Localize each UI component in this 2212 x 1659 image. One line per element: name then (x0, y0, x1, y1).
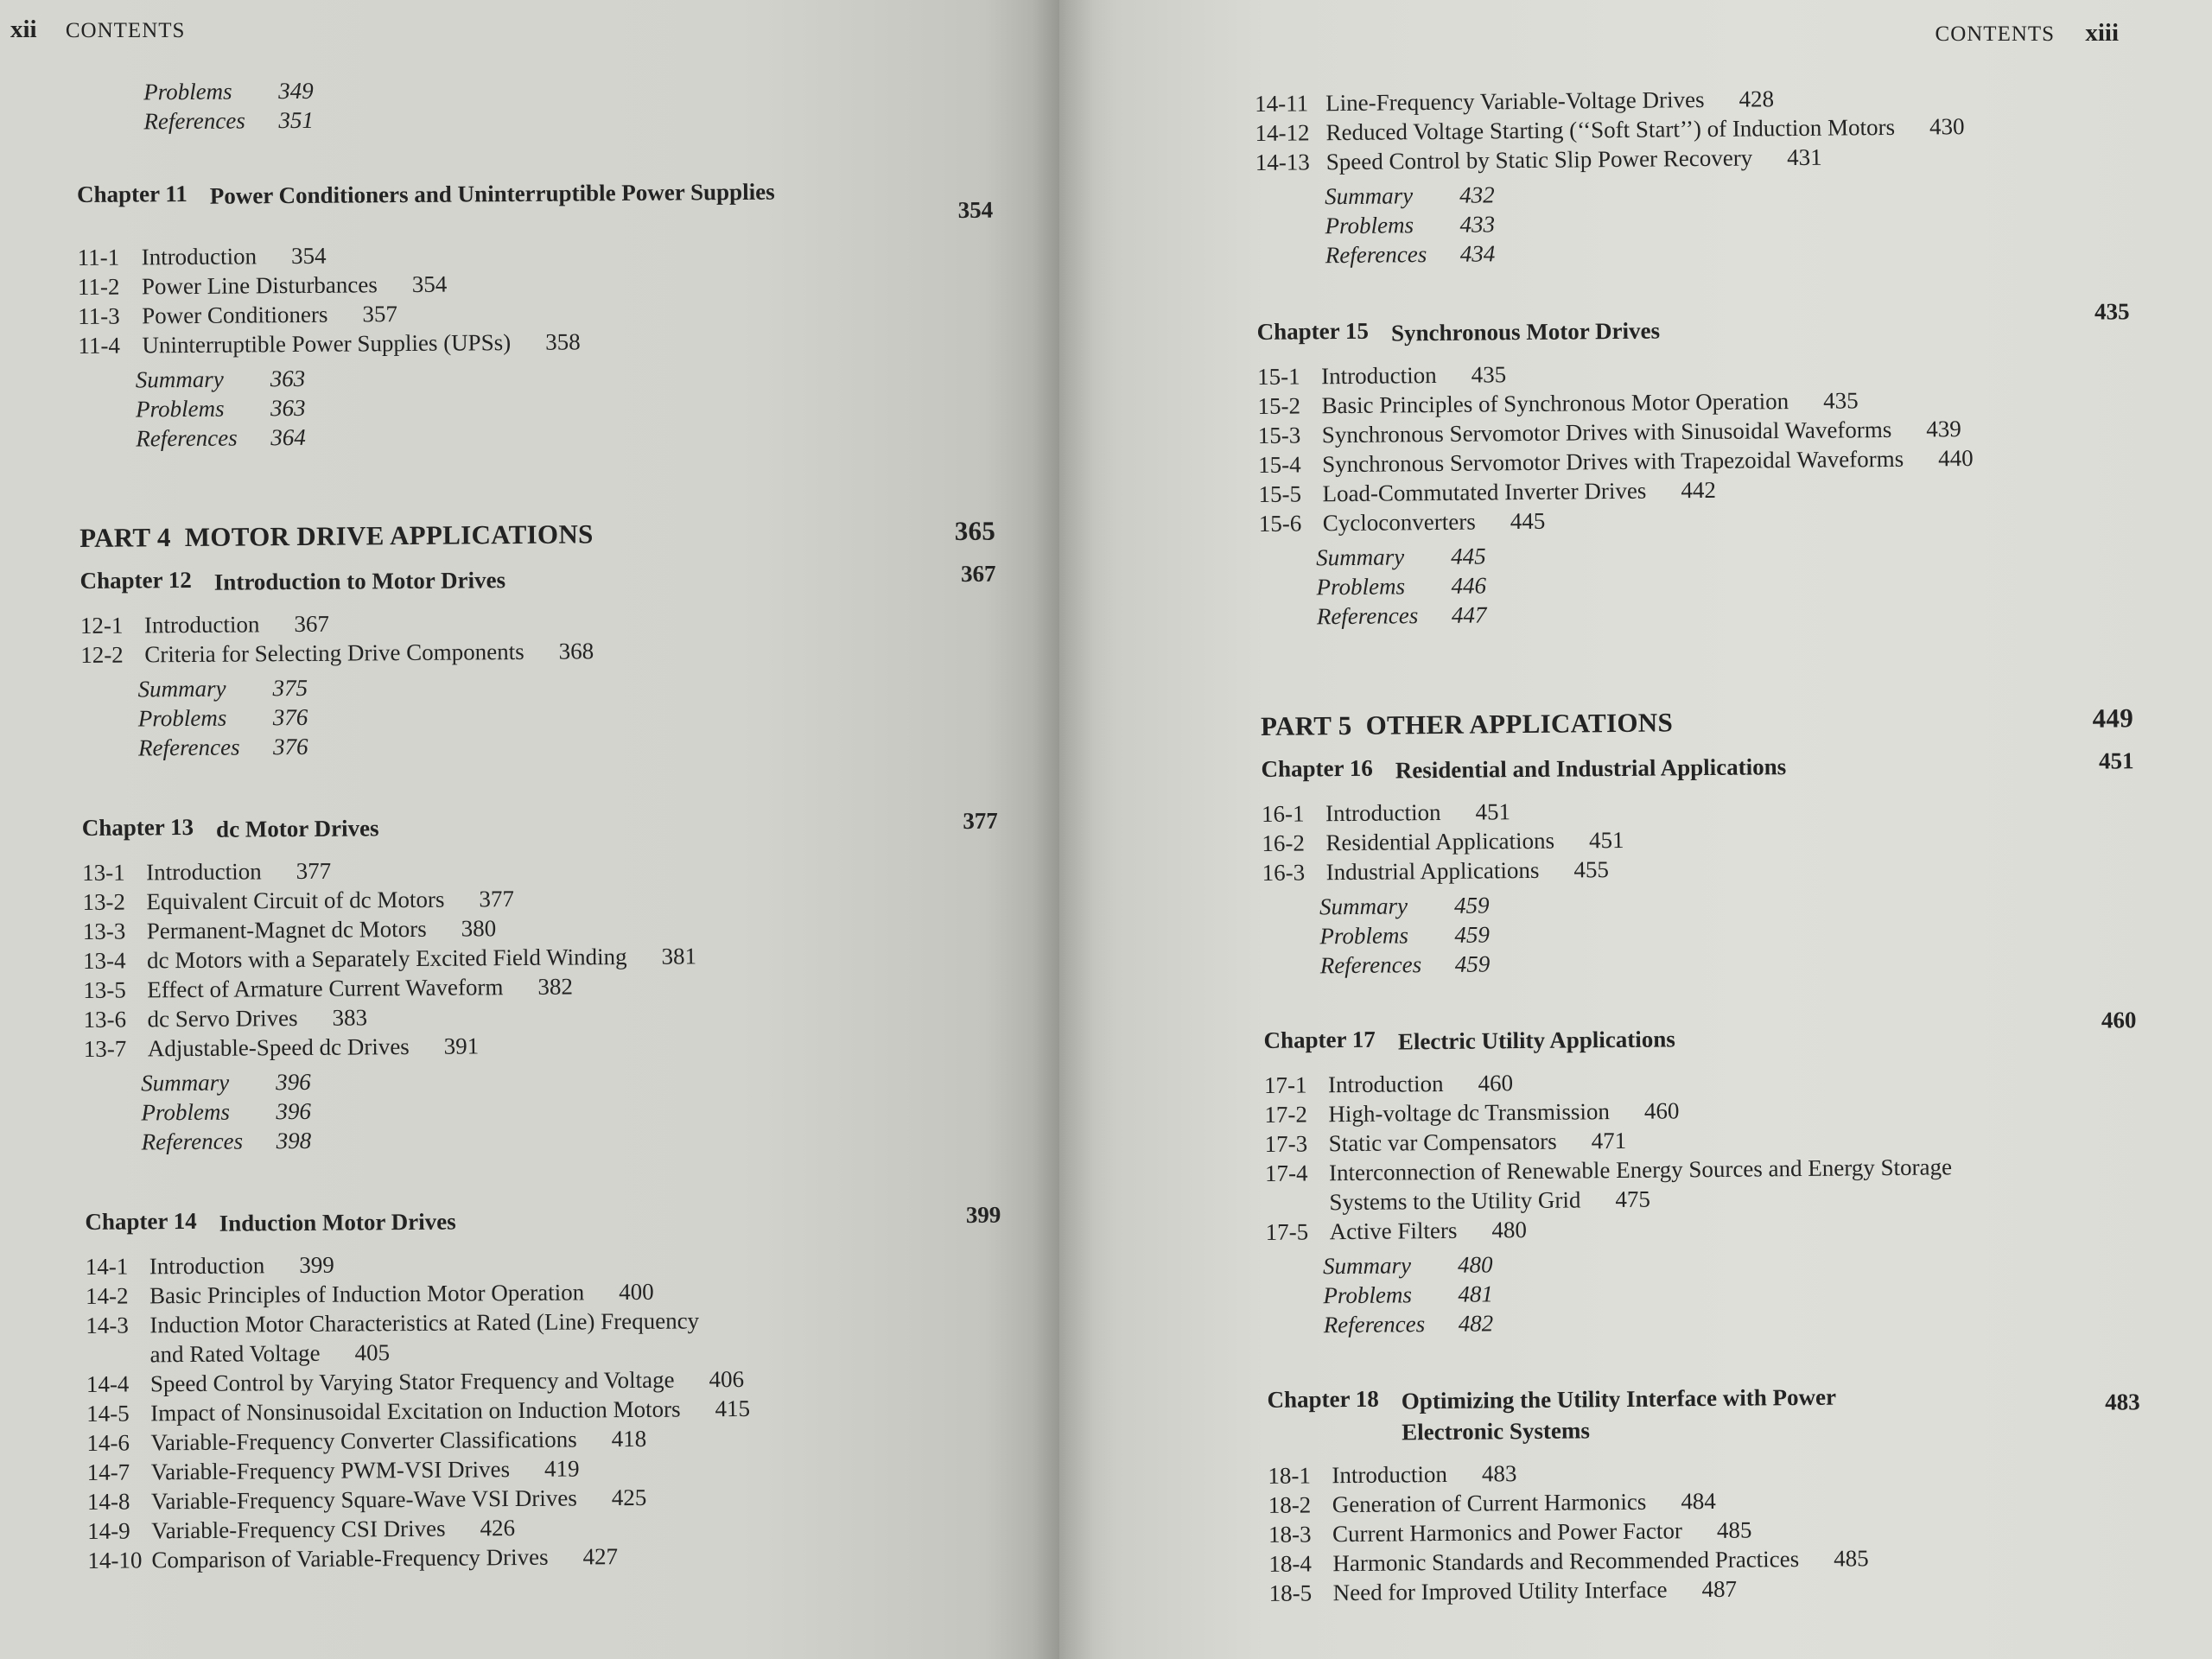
backmatter-item[interactable] (142, 1121, 1001, 1157)
backmatter-page: 445 (1451, 543, 1486, 569)
section-title: Generation of Current Harmonics (1332, 1488, 1647, 1518)
chapter-block (1261, 747, 2135, 981)
section-title: Introduction (146, 858, 262, 886)
running-head-right (1936, 19, 2119, 48)
backmatter-page: 481 (1458, 1281, 1494, 1307)
part-heading[interactable] (1261, 702, 2133, 742)
chapter-title: Electric Utility Applications (1397, 1026, 1675, 1055)
section-title: Power Conditioners (142, 301, 328, 329)
section-page: 435 (1471, 361, 1507, 388)
backmatter-list (136, 359, 995, 454)
chapter-page: 435 (2094, 298, 2130, 325)
section-page: 380 (461, 915, 497, 942)
backmatter-label: Problems (141, 1098, 231, 1126)
section-title: Active Filters (1329, 1217, 1458, 1245)
backmatter-page: 376 (272, 733, 308, 760)
section-title: Impact of Nonsinusoidal Excitation on Induction Motors (150, 1395, 681, 1427)
section-number: 17-1 (1263, 1071, 1307, 1098)
section-page: 354 (290, 242, 327, 270)
backmatter-label: Summary (141, 1069, 230, 1096)
chapter-block (1267, 1378, 2141, 1608)
section-number: 17-2 (1264, 1101, 1308, 1128)
section-page: 391 (443, 1033, 480, 1059)
section-title: Comparison of Variable-Frequency Drives (151, 1543, 549, 1573)
backmatter-page: 375 (272, 674, 308, 702)
running-head-text-left: CONTENTS (65, 19, 186, 42)
section-number: 13-6 (83, 1006, 127, 1033)
chapter-heading[interactable] (77, 175, 993, 231)
section-number: 15-3 (1257, 422, 1301, 448)
section-page: 367 (294, 610, 330, 638)
page-number-right: xiii (2085, 19, 2119, 47)
left-page (0, 0, 1059, 1659)
section-page: 406 (709, 1365, 745, 1393)
section-page: 405 (354, 1339, 391, 1366)
backmatter-page: 459 (1454, 921, 1491, 948)
backmatter-label: References (141, 1128, 244, 1155)
chapter-label: Chapter 16 (1261, 754, 1373, 782)
right-toc-column (1255, 80, 2142, 1608)
chapter-page: 460 (2101, 1007, 2137, 1033)
section-number: 14-7 (86, 1459, 130, 1485)
backmatter-page: 482 (1458, 1310, 1494, 1337)
section-number: 17-4 (1264, 1160, 1308, 1186)
section-page: 439 (1926, 416, 1961, 442)
chapter-label: Chapter 14 (85, 1207, 197, 1235)
section-entry[interactable] (1265, 1150, 2139, 1217)
section-title: Variable-Frequency CSI Drives (151, 1515, 446, 1544)
part-heading[interactable] (79, 516, 995, 554)
backmatter-label: Problems (1325, 212, 1414, 239)
backmatter-item[interactable] (136, 417, 995, 454)
section-title: Synchronous Servomotor Drives with Trapezoidal Waveforms (1322, 445, 1904, 478)
section-title: Speed Control by Varying Stator Frequency and Voltage (149, 1366, 675, 1397)
section-title: Equivalent Circuit of dc Motors (146, 886, 445, 915)
backmatter-list (1323, 1243, 2139, 1339)
section-page: 455 (1573, 856, 1610, 883)
section-page: 354 (411, 270, 448, 297)
section-number: 18-4 (1268, 1550, 1313, 1577)
section-entry[interactable] (80, 633, 996, 670)
part-page: 365 (954, 515, 996, 547)
section-number: 12-1 (79, 612, 124, 639)
backmatter-label: Problems (135, 395, 225, 423)
backmatter-page: 398 (276, 1127, 312, 1154)
section-number: 14-10 (87, 1547, 143, 1573)
backmatter-label: References (1319, 951, 1422, 979)
section-page: 400 (619, 1278, 654, 1306)
backmatter-page: 376 (272, 703, 308, 731)
section-number: 14-8 (86, 1488, 130, 1515)
chapter-title: Induction Motor Drives (219, 1208, 456, 1236)
section-page: 428 (1738, 86, 1775, 112)
section-number: 16-1 (1261, 800, 1305, 827)
section-page: 440 (1937, 445, 1974, 472)
section-page: 460 (1478, 1070, 1514, 1096)
section-number: 18-5 (1268, 1580, 1313, 1606)
backmatter-page: 363 (270, 365, 306, 392)
backmatter-list (143, 71, 993, 137)
backmatter-page: 349 (278, 77, 314, 105)
section-number: 16-2 (1262, 830, 1306, 856)
section-title: Basic Principles of Synchronous Motor Operation (1321, 388, 1789, 419)
part-title: PART 5 OTHER APPLICATIONS (1260, 707, 1674, 741)
part-title: PART 4 MOTOR DRIVE APPLICATIONS (79, 518, 594, 553)
section-number: 14-3 (86, 1312, 129, 1338)
backmatter-label: Problems (1316, 573, 1406, 601)
chapter-label: Chapter 12 (79, 566, 192, 594)
backmatter-list (141, 1062, 1001, 1157)
left-toc-column (76, 71, 1004, 1575)
chapter-heading[interactable] (1261, 747, 2133, 787)
backmatter-label: Problems (1319, 922, 1409, 950)
section-page: 430 (1929, 113, 1965, 140)
chapter-block (79, 561, 997, 763)
backmatter-label: Summary (1322, 1252, 1412, 1280)
section-number: 13-3 (82, 918, 126, 944)
section-title: Criteria for Selecting Drive Components (144, 638, 524, 668)
chapter-page: 354 (957, 196, 994, 223)
chapter-label: Chapter 11 (76, 180, 188, 207)
section-title: Permanent-Magnet dc Motors (146, 915, 427, 944)
section-title: Introduction (1321, 361, 1437, 390)
section-number: 14-5 (86, 1400, 130, 1427)
section-title: Interconnection of Renewable Energy Sources and Energy Storage (1328, 1154, 1953, 1186)
section-page: 377 (479, 886, 515, 912)
backmatter-label: Summary (1325, 182, 1414, 210)
section-page: 399 (299, 1251, 334, 1279)
section-title: Synchronous Servomotor Drives with Sinusoidal Waveforms (1321, 416, 1892, 448)
section-page: 377 (296, 857, 332, 885)
section-number: 14-11 (1255, 90, 1309, 117)
section-title: Uninterruptible Power Supplies (UPSs) (142, 329, 512, 359)
section-page: 484 (1681, 1487, 1716, 1515)
backmatter-label: References (1316, 602, 1419, 630)
chapter-title: Synchronous Motor Drives (1390, 317, 1661, 346)
backmatter-page: 396 (276, 1068, 311, 1096)
backmatter-label: References (137, 734, 240, 761)
right-page (1059, 0, 2212, 1659)
backmatter-page: 447 (1451, 601, 1487, 628)
backmatter-label: Summary (1319, 893, 1408, 920)
backmatter-label: Problems (137, 704, 227, 732)
section-number: 11-2 (77, 273, 120, 300)
section-number: 17-3 (1264, 1130, 1308, 1157)
section-title: Cycloconverters (1322, 508, 1476, 537)
backmatter-item[interactable] (143, 100, 992, 137)
section-number: 11-1 (77, 244, 120, 270)
section-title: Basic Principles of Induction Motor Operation (149, 1279, 585, 1309)
section-number: 12-2 (80, 641, 124, 668)
section-number: 14-4 (86, 1370, 130, 1397)
chapter-label: Chapter 13 (81, 813, 194, 841)
section-title: Introduction (143, 611, 260, 639)
section-entry[interactable] (86, 1304, 1002, 1370)
running-head-text-right: CONTENTS (1935, 22, 2056, 46)
backmatter-label: References (136, 424, 238, 452)
page-number-left: xii (10, 16, 37, 43)
section-page: 471 (1591, 1127, 1627, 1154)
chapter-heading[interactable] (79, 561, 995, 599)
section-page: 483 (1481, 1460, 1517, 1487)
section-number: 11-3 (78, 302, 120, 329)
section-page: 445 (1510, 507, 1546, 535)
section-page: 426 (480, 1515, 516, 1541)
section-title: Variable-Frequency Square-Wave VSI Drives (150, 1484, 577, 1515)
section-title: Residential Applications (1325, 827, 1555, 856)
section-title: Current Harmonics and Power Factor (1332, 1517, 1683, 1548)
section-page: 381 (661, 943, 697, 969)
section-page: 451 (1588, 826, 1624, 854)
chapter-block (1256, 298, 2133, 632)
section-page: 487 (1701, 1575, 1738, 1603)
chapter-label: Chapter 17 (1263, 1026, 1376, 1053)
section-number: 18-2 (1268, 1491, 1312, 1518)
backmatter-page: 446 (1451, 572, 1487, 599)
section-title-continued: and Rated Voltage (149, 1339, 321, 1368)
section-title: Power Line Disturbances (141, 271, 378, 300)
section-page: 475 (1615, 1185, 1651, 1213)
section-page: 419 (543, 1455, 580, 1482)
section-entry[interactable] (87, 1539, 1003, 1575)
section-page: 485 (1834, 1545, 1869, 1572)
section-number: 13-7 (83, 1035, 127, 1062)
backmatter-page: 434 (1459, 240, 1496, 267)
section-number: 15-2 (1257, 392, 1301, 419)
section-title: Adjustable-Speed dc Drives (147, 1033, 410, 1062)
section-number: 15-6 (1258, 510, 1302, 537)
section-title: Introduction (1325, 798, 1441, 827)
section-page: 357 (362, 301, 398, 327)
continued-chapter-block (1255, 80, 2129, 270)
backmatter-label: References (1325, 241, 1427, 269)
section-page: 460 (1643, 1097, 1680, 1124)
section-title: dc Motors with a Separately Excited Field Winding (146, 944, 627, 974)
chapter-block (77, 175, 995, 454)
section-page: 382 (537, 973, 574, 1000)
section-title: Reduced Voltage Starting (‘‘Soft Start’’) of Induction Motors (1325, 113, 1896, 146)
chapter-heading[interactable] (1263, 1007, 2137, 1058)
section-title: Static var Compensators (1328, 1128, 1557, 1157)
section-page: 418 (611, 1425, 647, 1452)
chapter-page: 367 (960, 560, 996, 587)
chapter-page: 377 (963, 807, 998, 834)
section-title: Introduction (1327, 1070, 1444, 1098)
chapter-block (85, 1202, 1003, 1575)
section-number: 13-4 (82, 947, 126, 974)
section-number: 13-5 (83, 976, 126, 1003)
backmatter-item[interactable] (138, 727, 997, 763)
section-title: Introduction (149, 1252, 265, 1280)
section-title: Effect of Armature Current Waveform (147, 974, 504, 1003)
backmatter-label: Summary (137, 675, 226, 702)
backmatter-list (1316, 535, 2133, 631)
section-title: dc Servo Drives (147, 1005, 298, 1033)
section-number: 14-6 (86, 1429, 130, 1456)
chapter-heading[interactable] (82, 808, 998, 846)
backmatter-label: References (1323, 1311, 1426, 1338)
section-page: 383 (332, 1004, 368, 1031)
section-number: 17-5 (1265, 1218, 1309, 1245)
section-title: High-voltage dc Transmission (1328, 1098, 1611, 1128)
section-number: 16-3 (1262, 859, 1306, 886)
section-title: Introduction (1332, 1460, 1448, 1489)
backmatter-page: 432 (1459, 181, 1495, 208)
chapter-title: Introduction to Motor Drives (213, 567, 506, 595)
section-number: 14-9 (87, 1517, 130, 1544)
backmatter-list (137, 668, 997, 763)
section-number: 14-12 (1255, 119, 1310, 146)
section-page: 368 (558, 638, 594, 664)
section-page: 415 (715, 1395, 751, 1422)
backmatter-label: Problems (143, 78, 232, 105)
chapter-heading[interactable] (85, 1202, 1001, 1240)
section-page: 451 (1475, 798, 1511, 825)
chapter-label: Chapter 15 (1256, 317, 1370, 345)
backmatter-label: Summary (135, 365, 224, 393)
chapter-label: Chapter 18 (1267, 1385, 1379, 1413)
section-title: Speed Control by Static Slip Power Recovery (1325, 144, 1753, 175)
chapter-page: 483 (2104, 1389, 2140, 1415)
section-page: 431 (1787, 143, 1822, 171)
backmatter-list (1319, 884, 2136, 980)
section-page: 480 (1491, 1217, 1528, 1243)
section-entry[interactable] (78, 324, 994, 360)
backmatter-page: 396 (276, 1097, 312, 1125)
section-page: 358 (545, 328, 581, 355)
chapter-heading[interactable] (1256, 298, 2130, 350)
backmatter-page: 351 (278, 106, 315, 134)
section-page: 435 (1823, 387, 1859, 414)
section-title: Introduction (141, 243, 257, 270)
backmatter-page: 433 (1459, 211, 1496, 238)
chapter-block (82, 808, 1001, 1157)
backmatter-page: 480 (1457, 1251, 1493, 1278)
section-number: 15-1 (1257, 363, 1300, 390)
section-title: Line-Frequency Variable-Voltage Drives (1325, 86, 1705, 117)
section-title: Variable-Frequency PWM-VSI Drives (150, 1456, 511, 1485)
chapter-page: 399 (965, 1201, 1001, 1228)
chapter-title: Power Conditioners and Uninterruptible Power Supplies (209, 178, 775, 209)
section-number: 13-1 (82, 859, 125, 886)
section-number: 14-2 (85, 1282, 129, 1309)
section-number: 13-2 (82, 888, 126, 915)
section-page: 442 (1681, 476, 1717, 504)
section-title: Harmonic Standards and Recommended Practices (1332, 1546, 1800, 1577)
backmatter-page: 459 (1453, 892, 1490, 918)
section-title: Need for Improved Utility Interface (1332, 1576, 1668, 1606)
section-number: 18-3 (1268, 1521, 1312, 1548)
chapter-title: Optimizing the Utility Interface with Power Electronic Systems (1401, 1383, 1836, 1446)
section-page: 485 (1716, 1516, 1752, 1543)
backmatter-page: 363 (270, 394, 306, 422)
running-head-left (10, 16, 185, 44)
section-page: 425 (611, 1484, 647, 1511)
section-title: Induction Motor Characteristics at Rated (Line) Frequency (149, 1307, 700, 1338)
section-number: 15-4 (1258, 451, 1301, 478)
section-number: 11-4 (78, 332, 121, 359)
chapter-page: 451 (2098, 747, 2134, 774)
section-number: 14-1 (85, 1253, 129, 1280)
chapter-block (1263, 1007, 2139, 1340)
section-number: 14-13 (1255, 149, 1310, 175)
section-title: Variable-Frequency Converter Classifications (150, 1426, 577, 1456)
part-page: 449 (2092, 702, 2134, 734)
backmatter-label: Problems (1323, 1281, 1413, 1309)
backmatter-page: 459 (1454, 950, 1491, 977)
section-title: Industrial Applications (1325, 856, 1540, 886)
chapter-heading[interactable] (1267, 1378, 2140, 1449)
section-entry[interactable] (84, 1027, 1000, 1064)
section-number: 15-5 (1258, 480, 1302, 507)
section-title: Load-Commutated Inverter Drives (1322, 477, 1647, 507)
section-number: 18-1 (1268, 1462, 1312, 1489)
chapter-title: dc Motor Drives (215, 815, 379, 842)
section-page: 427 (582, 1543, 619, 1570)
chapter-title: Residential and Industrial Applications (1395, 753, 1787, 784)
backmatter-page: 364 (270, 423, 306, 451)
backmatter-label: Summary (1316, 543, 1405, 571)
backmatter-label: References (143, 107, 245, 135)
backmatter-list (1325, 174, 2129, 270)
section-title-continued: Systems to the Utility Grid (1329, 1186, 1581, 1216)
